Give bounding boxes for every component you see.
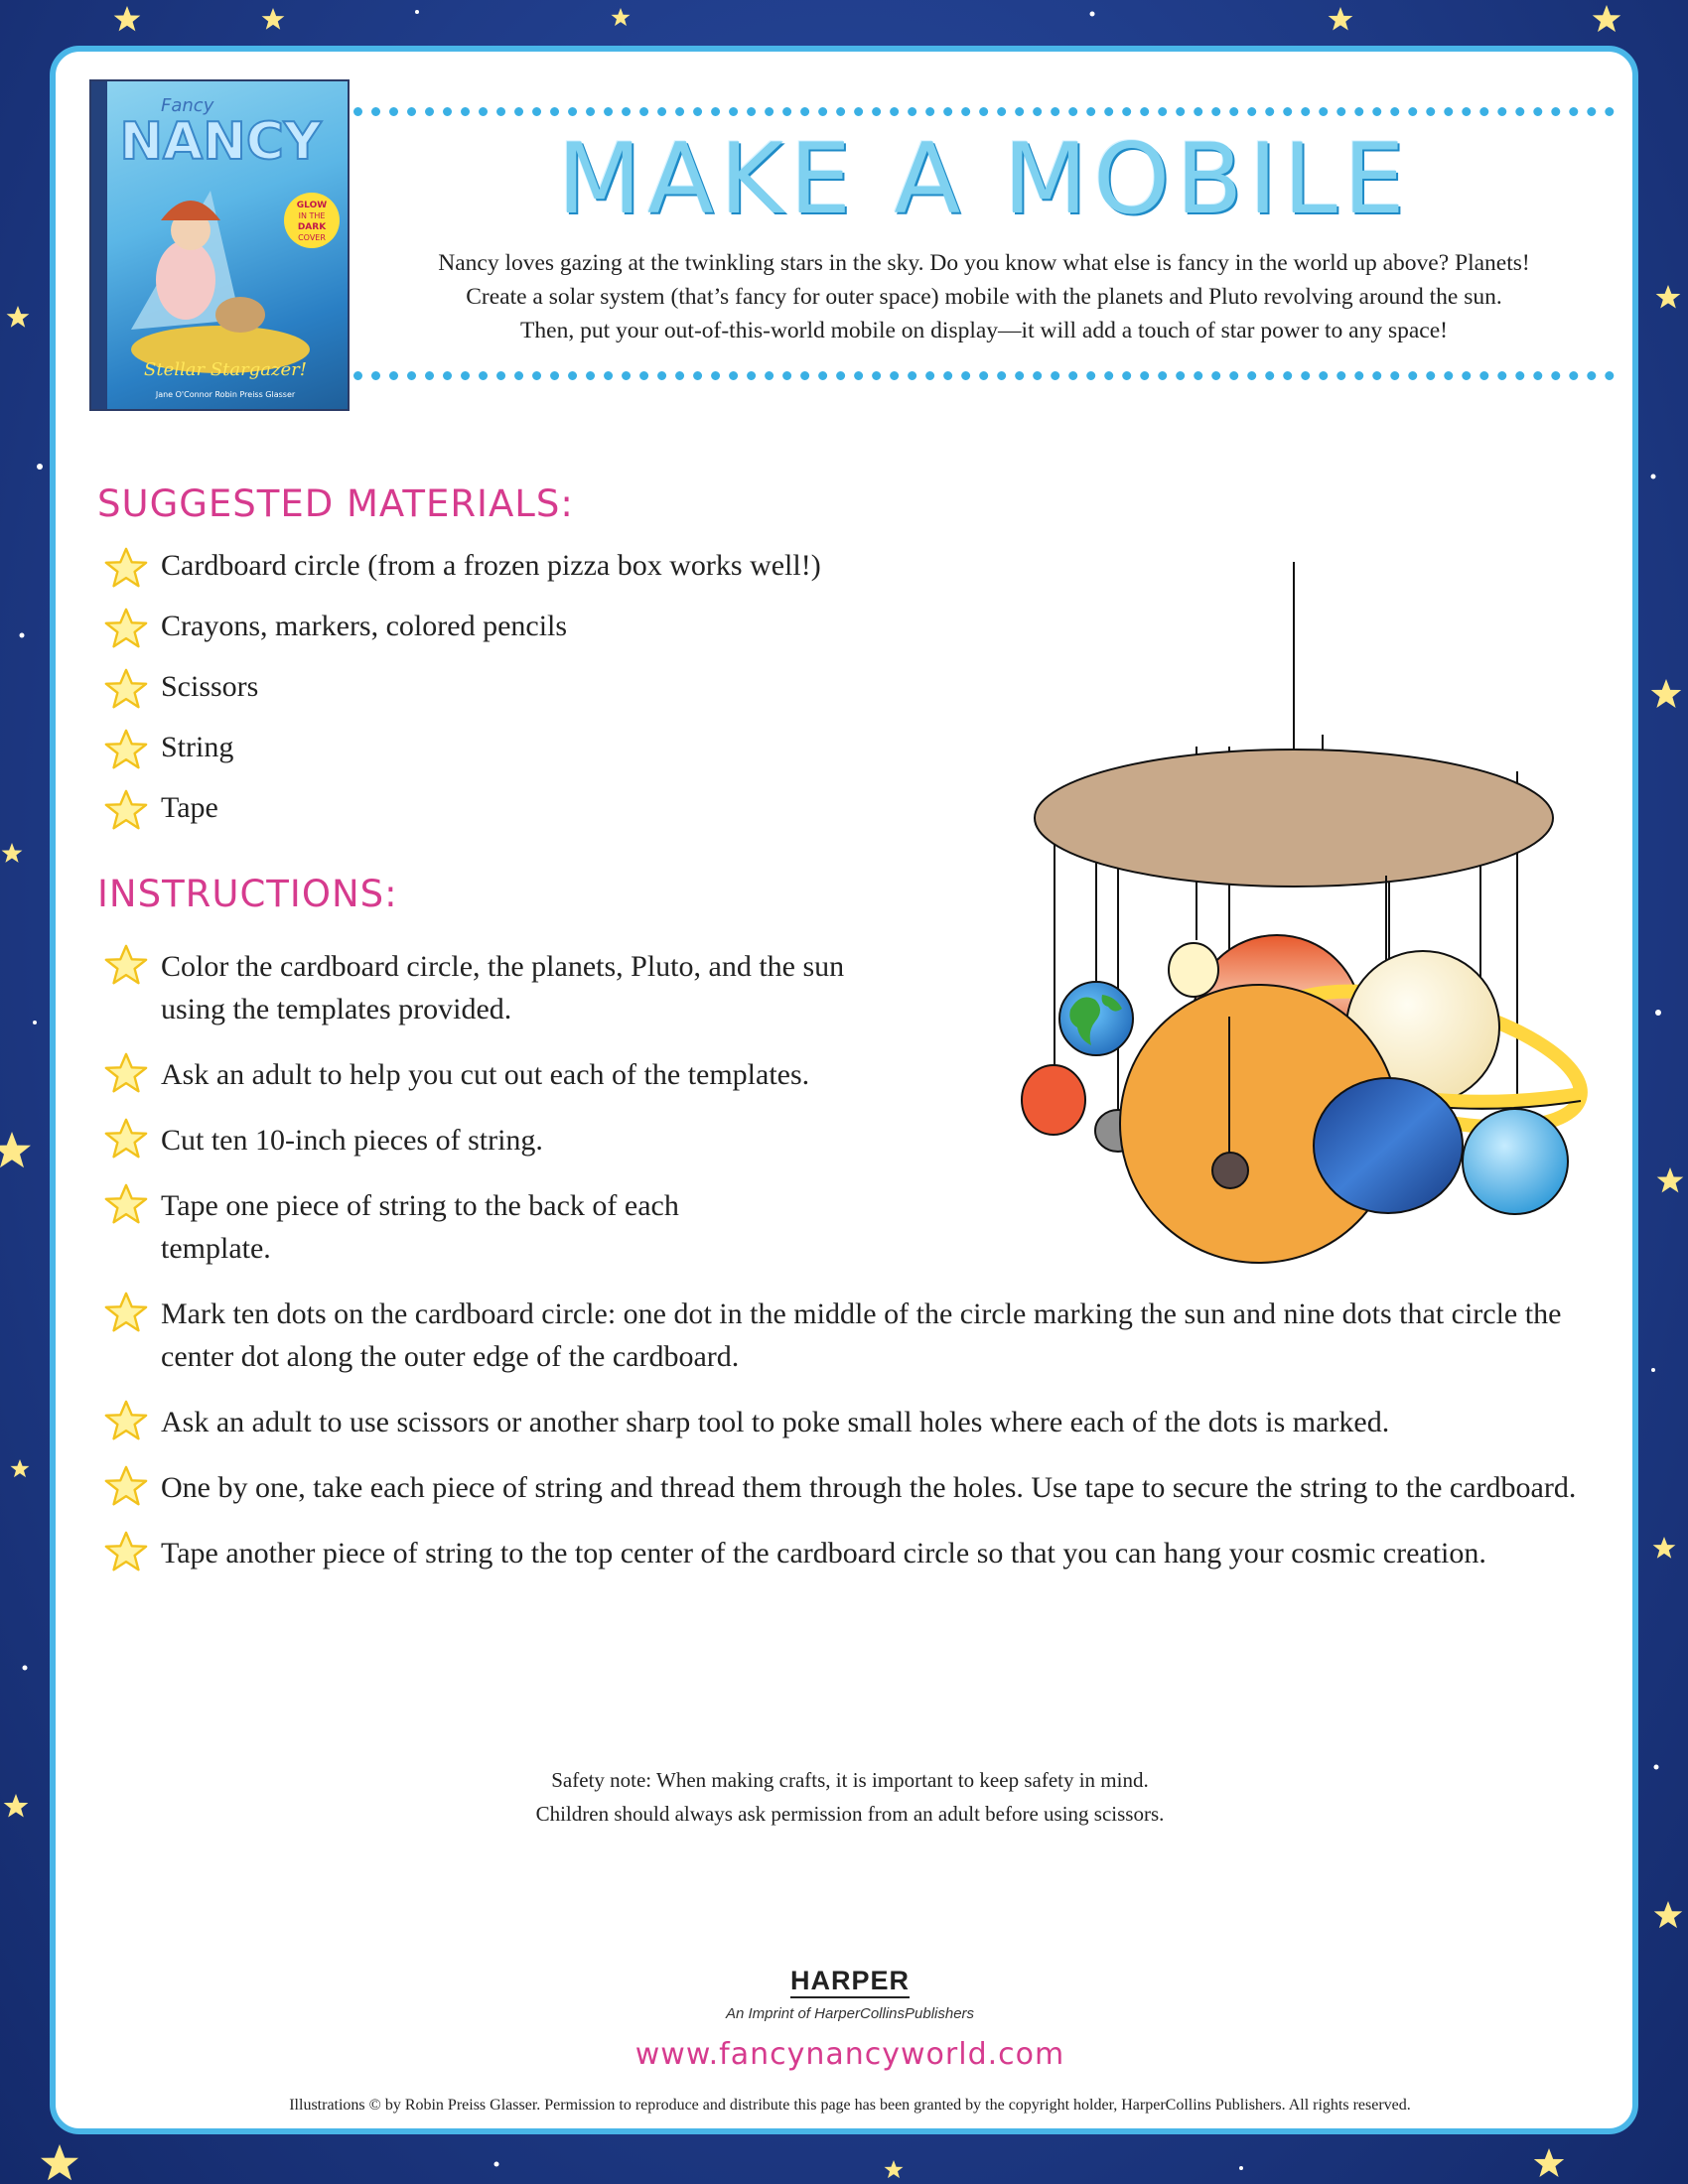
copyright-notice: Illustrations © by Robin Preiss Glasser. Permission to reproduce and distribute this page has been granted by the copyright holder, HarperCollins Publishers. All rights reserved. — [289, 2097, 1411, 2114]
activity-page — [50, 46, 1638, 2134]
materials-list — [103, 548, 821, 851]
star-bullet-icon — [103, 667, 149, 713]
star-bullet-icon — [103, 728, 149, 773]
material-text: Cardboard circle (from a frozen pizza box works well!) — [161, 549, 821, 582]
intro-line-1: Nancy loves gazing at the twinkling stars in the sky. Do you know what else is fancy in the world up above? Planets! — [438, 250, 1530, 276]
safety-note — [56, 1763, 1638, 1831]
publisher-name: HARPER — [790, 1966, 910, 1998]
imprint-text: An Imprint of HarperCollinsPublishers — [725, 2005, 975, 2022]
book-cover — [89, 79, 350, 411]
material-text: String — [161, 731, 234, 763]
list-item — [103, 1466, 1620, 1509]
list-item — [103, 609, 821, 669]
star-bullet-icon — [103, 546, 149, 592]
instruction-text: Tape another piece of string to the top center of the cardboard circle so that you can hang your cosmic creation. — [161, 1537, 1486, 1570]
material-text: Crayons, markers, colored pencils — [161, 610, 568, 642]
list-item — [103, 790, 821, 851]
book-badge-line4: COVER — [298, 233, 326, 242]
star-bullet-icon — [103, 943, 149, 989]
list-item — [103, 548, 821, 609]
material-text: Tape — [161, 791, 218, 824]
list-item — [103, 1119, 876, 1161]
pluto-icon — [1212, 1153, 1248, 1188]
neptune-icon — [1463, 1109, 1568, 1214]
safety-line-1: Safety note: When making crafts, it is important to keep safety in mind. — [551, 1768, 1149, 1792]
list-item — [103, 945, 876, 1030]
instruction-text: Ask an adult to use scissors or another sharp tool to poke small holes where each of the dots is marked. — [161, 1406, 1390, 1438]
star-bullet-icon — [103, 1399, 149, 1444]
material-text: Scissors — [161, 670, 259, 703]
materials-heading: SUGGESTED MATERIALS: — [97, 482, 574, 525]
cardboard-circle — [1035, 750, 1553, 887]
intro-line-2: Create a solar system (that’s fancy for outer space) mobile with the planets and Pluto revolving around the sun. — [466, 284, 1502, 310]
star-bullet-icon — [103, 1182, 149, 1228]
instruction-text: Cut ten 10-inch pieces of string. — [161, 1124, 543, 1157]
list-item — [103, 1532, 1620, 1574]
list-item — [103, 1293, 1620, 1378]
intro-line-3: Then, put your out-of-this-world mobile on display—it will add a touch of star power to any space! — [520, 318, 1448, 343]
book-badge-line2: IN THE — [298, 211, 326, 220]
instruction-text: One by one, take each piece of string and thread them through the holes. Use tape to secure the string to the cardboard. — [161, 1471, 1577, 1504]
page-title: MAKE A MOBILE — [557, 123, 1411, 236]
star-bullet-icon — [103, 788, 149, 834]
uranus-icon — [1314, 1078, 1463, 1213]
list-item — [103, 730, 821, 790]
star-bullet-icon — [103, 1530, 149, 1575]
book-title: NANCY — [119, 112, 322, 172]
star-bullet-icon — [103, 1051, 149, 1097]
list-item — [103, 1053, 876, 1096]
instruction-text: Tape one piece of string to the back of each template. — [161, 1189, 679, 1265]
star-bullet-icon — [103, 1117, 149, 1162]
book-cover-art — [91, 81, 348, 409]
mars-icon — [1022, 1065, 1085, 1135]
instructions-heading: INSTRUCTIONS: — [97, 873, 398, 915]
intro-text — [353, 246, 1615, 347]
solar-system-mobile-illustration — [953, 508, 1609, 1302]
instruction-text: Ask an adult to help you cut out each of the templates. — [161, 1058, 810, 1091]
top-dotted-border — [353, 107, 1615, 116]
star-bullet-icon — [103, 1464, 149, 1510]
venus-icon — [1169, 943, 1218, 997]
list-item — [103, 1401, 1638, 1443]
safety-line-2: Children should always ask permission from an adult before using scissors. — [535, 1802, 1165, 1826]
instruction-text: Color the cardboard circle, the planets, Pluto, and the sun using the templates provided. — [161, 950, 845, 1025]
star-bullet-icon — [103, 1291, 149, 1336]
website-link[interactable]: www.fancynancyworld.com — [634, 2037, 1065, 2072]
book-badge-line1: GLOW — [296, 201, 328, 210]
list-item — [103, 669, 821, 730]
star-bullet-icon — [103, 607, 149, 652]
book-authors: Jane O'Connor Robin Preiss Glasser — [155, 390, 296, 399]
book-subtitle: Stellar Stargazer! — [144, 359, 307, 380]
bottom-dotted-border — [353, 371, 1615, 380]
publisher-logo — [56, 1966, 1638, 1996]
instruction-text: Mark ten dots on the cardboard circle: one dot in the middle of the circle marking the sun and nine dots that circle the center dot along the outer edge of the cardboard. — [161, 1297, 1562, 1373]
list-item — [103, 1184, 796, 1270]
book-series: Fancy — [161, 95, 214, 116]
book-badge-line3: DARK — [297, 222, 327, 232]
